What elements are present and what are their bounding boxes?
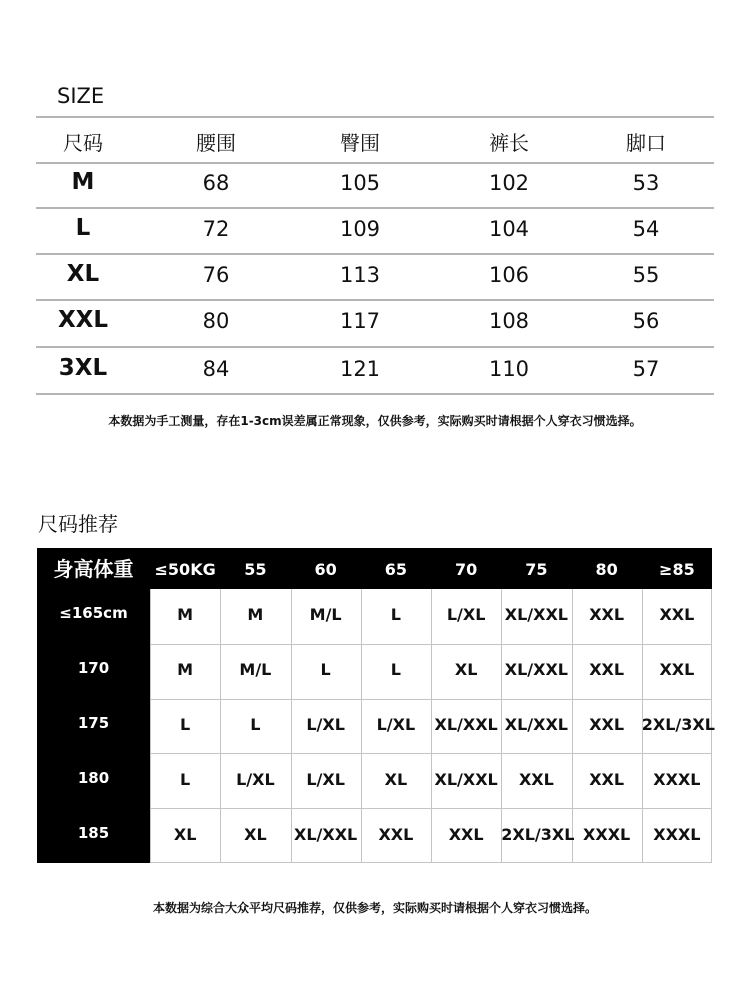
recommend-size-cell: L	[180, 715, 191, 734]
height-label-cell: ≤165cm	[59, 604, 128, 623]
size-value-cell: 109	[339, 217, 381, 241]
size-row-label: L	[75, 215, 91, 241]
size-value-cell: 102	[488, 171, 530, 195]
size-row-label: XXL	[57, 307, 109, 333]
size-value-cell: 57	[632, 357, 660, 381]
height-label-cell: 170	[77, 659, 110, 678]
recommend-size-cell: L/XL	[236, 769, 275, 789]
recommend-size-cell: L/XL	[446, 605, 486, 625]
recommend-size-cell: XXXL	[653, 824, 701, 844]
height-label-cell: 175	[77, 714, 110, 732]
size-header-cell: 裤长	[489, 131, 529, 155]
size-table-rule	[36, 299, 714, 301]
recommend-size-cell: M/L	[309, 605, 342, 625]
recommend-size-cell: XXL	[589, 715, 625, 734]
recommend-size-cell: XXXL	[653, 769, 701, 789]
size-value-cell: 55	[632, 263, 660, 287]
recommend-header-row	[37, 548, 712, 589]
size-row-label: 3XL	[58, 355, 108, 381]
recommend-size-cell: 2XL/3XL	[501, 824, 575, 844]
height-label-cell: 180	[77, 768, 110, 787]
size-row-label: M	[71, 169, 95, 195]
height-labels-column	[37, 589, 150, 863]
size-value-cell: 72	[202, 217, 230, 241]
size-header-cell: 腰围	[196, 131, 236, 155]
size-value-cell: 56	[632, 309, 660, 333]
size-value-cell: 54	[632, 217, 660, 241]
size-value-cell: 105	[339, 171, 381, 195]
recommend-size-cell: 2XL/3XL	[641, 715, 715, 734]
recommend-size-cell: L	[180, 769, 191, 789]
recommend-corner-label: 身高体重	[53, 557, 134, 581]
size-value-cell: 113	[339, 263, 381, 287]
weight-header-cell: 55	[244, 560, 267, 579]
size-table-rule	[36, 346, 714, 348]
recommend-size-cell: M	[247, 605, 264, 625]
size-value-cell: 53	[632, 171, 660, 195]
recommend-size-cell: XL/XXL	[294, 824, 358, 844]
size-value-cell: 84	[202, 357, 230, 381]
recommend-size-cell: XL	[244, 824, 267, 844]
recommend-size-cell: XXL	[378, 824, 414, 844]
recommend-grid	[150, 589, 715, 863]
size-table-rule	[36, 116, 714, 118]
size-value-cell: 76	[202, 263, 230, 287]
recommend-size-cell: L	[390, 605, 401, 625]
recommend-size-cell: L	[390, 660, 401, 680]
grid-horizontal-line	[150, 753, 712, 754]
recommend-size-cell: XXL	[659, 605, 695, 625]
recommend-size-cell: XXL	[589, 660, 625, 680]
recommend-size-cell: XXL	[448, 824, 484, 844]
weight-header-cell: 60	[314, 560, 337, 579]
recommend-table	[37, 548, 715, 863]
recommend-size-cell: XXL	[589, 769, 625, 789]
recommend-size-cell: L	[320, 660, 331, 680]
size-value-cell: 104	[488, 217, 530, 241]
size-row-label: XL	[66, 261, 100, 287]
recommend-size-cell: L/XL	[376, 715, 416, 734]
recommend-size-cell: L/XL	[306, 715, 345, 734]
recommend-size-cell: XXL	[589, 605, 625, 625]
recommend-size-cell: M	[177, 660, 194, 680]
recommend-size-cell: M/L	[239, 660, 272, 680]
size-value-cell: 110	[488, 357, 530, 381]
weight-header-cell: 65	[384, 560, 407, 579]
recommend-size-cell: L/XL	[306, 769, 345, 789]
size-value-cell: 106	[488, 263, 530, 287]
recommend-table-note: 本数据为综合大众平均尺码推荐，仅供参考，实际购买时请根据个人穿衣习惯选择。	[152, 901, 597, 915]
size-value-cell: 68	[202, 171, 230, 195]
size-value-cell: 80	[202, 309, 230, 333]
weight-header-cell: 80	[595, 560, 618, 579]
recommend-table-title: 尺码推荐	[38, 512, 118, 536]
recommend-size-cell: XXL	[518, 769, 554, 789]
grid-horizontal-line	[150, 644, 712, 645]
recommend-size-cell: XL/XXL	[504, 660, 568, 680]
recommend-size-cell: XL/XXL	[504, 715, 568, 734]
size-table-note: 本数据为手工测量，存在1-3cm误差属正常现象，仅供参考，实际购买时请根据个人穿衣习惯选择。	[108, 414, 642, 428]
recommend-size-cell: XL	[173, 824, 197, 844]
recommend-size-cell: XL	[384, 769, 408, 789]
recommend-size-cell: XL	[454, 660, 478, 680]
recommend-size-cell: XL/XXL	[434, 715, 498, 734]
size-value-cell: 117	[339, 309, 381, 333]
grid-horizontal-line	[150, 699, 712, 700]
recommend-size-cell: XXL	[659, 660, 695, 680]
size-header-cell: 尺码	[63, 131, 103, 155]
size-header-cell: 臀围	[340, 131, 380, 155]
size-table-rule	[36, 393, 714, 395]
recommend-size-cell: XL/XXL	[504, 605, 568, 625]
recommend-size-cell: M	[177, 605, 194, 625]
size-table-rule	[36, 207, 714, 209]
recommend-size-cell: L	[250, 715, 261, 734]
size-table-rule	[36, 162, 714, 164]
recommend-size-cell: XL/XXL	[434, 769, 498, 789]
size-value-cell: 121	[339, 357, 381, 381]
weight-header-cell: ≥85	[659, 560, 695, 579]
size-table-title: SIZE	[57, 84, 105, 108]
weight-header-cell: 75	[525, 560, 548, 579]
weight-header-cell: 70	[454, 560, 478, 579]
size-header-cell: 脚口	[626, 131, 666, 155]
height-label-cell: 185	[77, 823, 110, 842]
size-table-rule	[36, 253, 714, 255]
grid-horizontal-line	[150, 808, 712, 809]
grid-horizontal-line	[150, 862, 712, 863]
weight-header-cell: ≤50KG	[154, 560, 216, 579]
size-value-cell: 108	[488, 309, 530, 333]
recommend-size-cell: XXXL	[583, 824, 631, 844]
